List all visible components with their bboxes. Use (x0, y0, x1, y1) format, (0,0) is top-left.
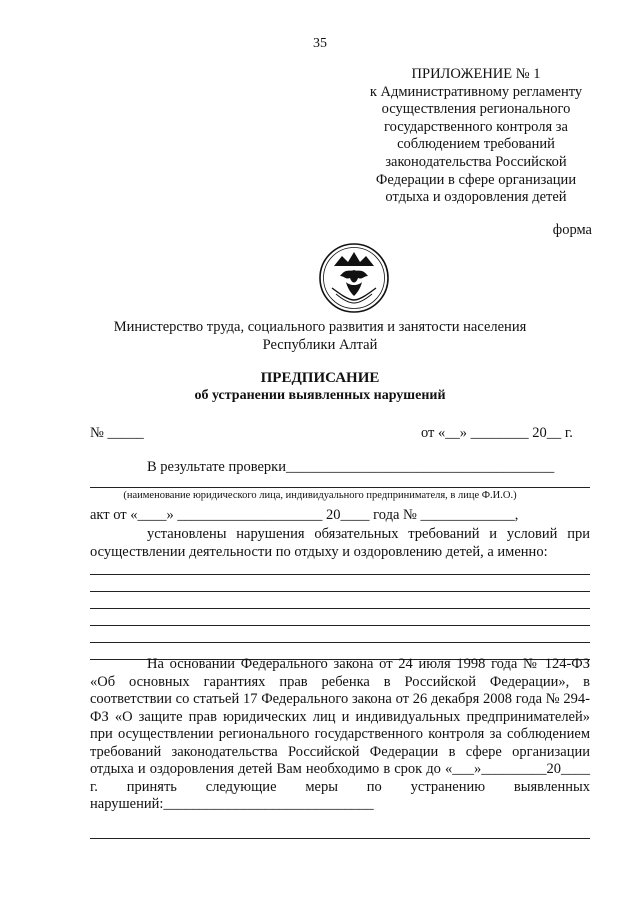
blank-line (90, 642, 590, 643)
appendix-line: законодательства Российской (385, 153, 567, 170)
form-label: форма (552, 222, 592, 238)
document-number-field: № _____ (90, 425, 144, 441)
page-number: 35 (313, 36, 327, 51)
ministry-line: Министерство труда, социального развития и занятости населения (113, 319, 527, 335)
entity-name-line (90, 487, 590, 488)
document-date-field: от «__» ________ 20__ г. (421, 425, 573, 441)
blank-line (90, 838, 590, 839)
entity-name-hint: (наименование юридического лица, индивидуального предпринимателя, в лице Ф.И.О.) (123, 490, 517, 501)
appendix-line: отдыха и оздоровления детей (385, 189, 567, 206)
blank-line (90, 591, 590, 592)
blank-line (90, 608, 590, 609)
blank-line (90, 574, 590, 575)
appendix-line: к Административному регламенту (369, 83, 583, 100)
main-paragraph: На основании Федерального закона от 24 июля 1998 года № 124-ФЗ «Об основных гарантиях прав ребенка в Российской Федерации», в соответствии со статьей 17 Федерального закона от 26 декабря 2008 года № 294-ФЗ «О защите прав юридических лиц и индивидуальных предпринимателей» при осуществлении регионального государственного контроля за соблюдением требований законодательства Российской Федерации в сфере организации отдыха и оздоровления детей Вам необходимо в срок до «___»_________20____ г. принять следующие меры по устранению выявленных нарушений:_____________________________ (90, 656, 590, 812)
inspection-result-line: В результате проверки_____________________________________ (147, 459, 555, 475)
document-title: ПРЕДПИСАНИЕ (260, 370, 380, 386)
appendix-line: Федерации в сфере организации (375, 171, 577, 188)
appendix-line: государственного контроля за (384, 118, 568, 135)
ministry-line: Республики Алтай (262, 337, 378, 353)
appendix-line: осуществления регионального (381, 101, 571, 118)
appendix-heading: ПРИЛОЖЕНИЕ № 1 (411, 66, 541, 82)
document-subtitle: об устранении выявленных нарушений (194, 388, 446, 403)
altai-republic-coat-of-arms-icon (318, 242, 390, 314)
appendix-line: соблюдением требований (397, 136, 555, 153)
act-line: акт от «____» ____________________ 20____ года № _____________, (90, 507, 519, 523)
ministry-name (0, 318, 640, 354)
blank-line (90, 625, 590, 626)
violations-intro: установлены нарушения обязательных требований и условий при осуществлении деятельности по отдыху и оздоровлению детей, а именно: (90, 526, 590, 560)
appendix-block (360, 66, 592, 207)
